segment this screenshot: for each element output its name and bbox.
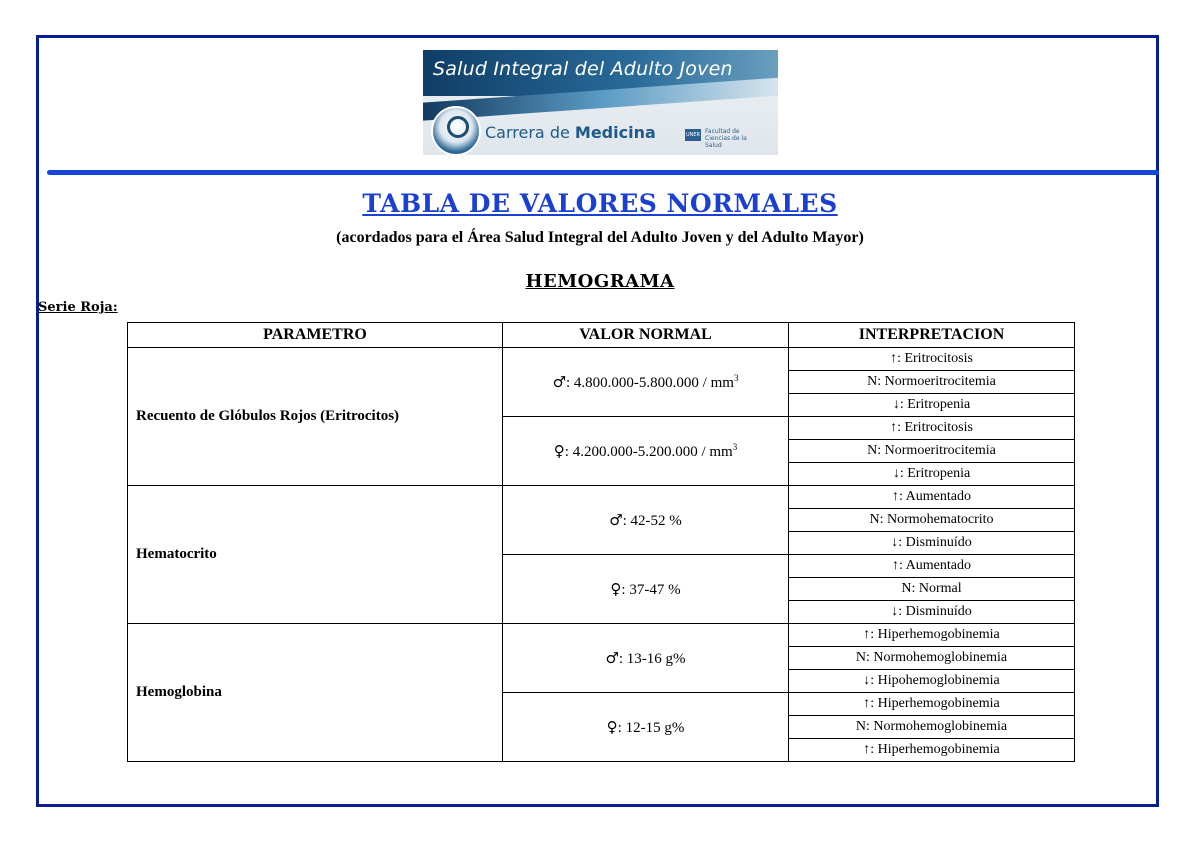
normal-value-cell [503, 348, 789, 417]
normal-value-cell [503, 693, 789, 762]
interpretation-cell: ↓: Eritropenia [789, 463, 1075, 486]
normal-value-text: : 42-52 % [622, 512, 682, 529]
interpretation-cell: ↑: Eritrocitosis [789, 348, 1075, 371]
interpretation-cell: ↓: Disminuído [789, 601, 1075, 624]
interpretation-cell: N: Normohematocrito [789, 509, 1075, 532]
column-header-parametro: PARAMETRO [128, 323, 503, 348]
unit-exponent: 3 [732, 441, 738, 452]
interpretation-cell: N: Normal [789, 578, 1075, 601]
sex-symbol-icon: ♀ [553, 441, 565, 460]
normal-value-cell [503, 624, 789, 693]
column-header-interpretacion: INTERPRETACION [789, 323, 1075, 348]
interpretation-cell: ↑: Hiperhemogobinemia [789, 624, 1075, 647]
page-title: TABLA DE VALORES NORMALES [362, 189, 838, 218]
parameter-cell: Hemoglobina [128, 624, 503, 762]
interpretation-cell: ↑: Aumentado [789, 486, 1075, 509]
sex-symbol-icon: ♀ [610, 579, 622, 598]
unit-exponent: 3 [733, 372, 739, 383]
header-divider [47, 170, 1159, 175]
interpretation-cell: N: Normohemoglobinemia [789, 647, 1075, 670]
interpretation-cell: ↓: Hipohemoglobinemia [789, 670, 1075, 693]
faculty-label: Facultad de Ciencias de la Salud [705, 128, 747, 149]
values-table [127, 322, 1075, 762]
normal-value-cell [503, 417, 789, 486]
parameter-cell: Recuento de Glóbulos Rojos (Eritrocitos) [128, 348, 503, 486]
serie-label: Serie Roja: [38, 300, 118, 315]
interpretation-cell: ↑: Aumentado [789, 555, 1075, 578]
table-row [128, 624, 1075, 647]
page-subtitle: (acordados para el Área Salud Integral del Adulto Joven y del Adulto Mayor) [336, 229, 864, 246]
interpretation-cell: N: Normohemoglobinemia [789, 716, 1075, 739]
banner-subtitle [485, 123, 656, 142]
sex-symbol-icon: ♀ [606, 717, 618, 736]
section-title: HEMOGRAMA [525, 271, 675, 292]
parameter-cell: Hematocrito [128, 486, 503, 624]
interpretation-cell: ↑: Eritrocitosis [789, 417, 1075, 440]
normal-value-text: : 4.200.000-5.200.000 / mm [564, 443, 733, 460]
uner-badge-icon: UNER [685, 129, 701, 141]
sex-symbol-icon: ♂ [609, 510, 623, 529]
normal-value-text: : 13-16 g% [618, 650, 686, 667]
banner-sub-prefix: Carrera de [485, 123, 575, 142]
normal-value-text: : 12-15 g% [617, 719, 685, 736]
table-row [128, 348, 1075, 371]
normal-value-cell [503, 486, 789, 555]
table-row [128, 486, 1075, 509]
interpretation-cell: N: Normoeritrocitemia [789, 371, 1075, 394]
banner-title: Salud Integral del Adulto Joven [433, 58, 733, 80]
interpretation-cell: N: Normoeritrocitemia [789, 440, 1075, 463]
banner-sub-bold: Medicina [574, 123, 656, 142]
sex-symbol-icon: ♂ [605, 648, 619, 667]
interpretation-cell: ↓: Eritropenia [789, 394, 1075, 417]
doctor-icon [431, 106, 481, 155]
program-banner-logo [423, 50, 778, 155]
interpretation-cell: ↑: Hiperhemogobinemia [789, 739, 1075, 762]
interpretation-cell: ↑: Hiperhemogobinemia [789, 693, 1075, 716]
sex-symbol-icon: ♂ [552, 372, 567, 391]
interpretation-cell: ↓: Disminuído [789, 532, 1075, 555]
normal-value-text: : 4.800.000-5.800.000 / mm [566, 374, 734, 391]
normal-value-text: : 37-47 % [621, 581, 681, 598]
normal-value-cell [503, 555, 789, 624]
table-header-row [128, 323, 1075, 348]
column-header-valor-normal: VALOR NORMAL [503, 323, 789, 348]
table-body [128, 348, 1075, 762]
